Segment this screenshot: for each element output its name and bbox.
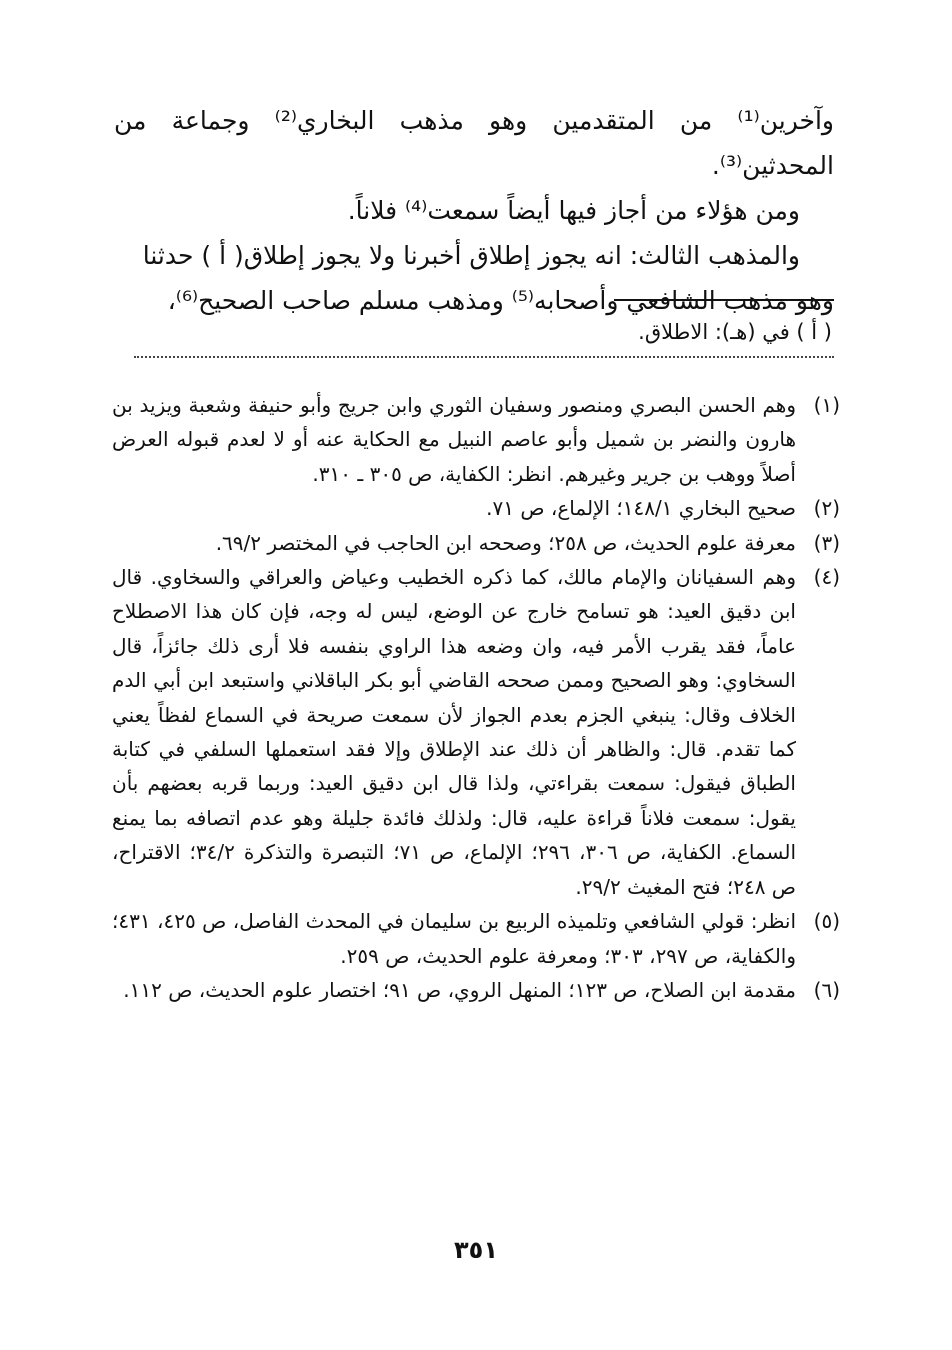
footnote-number: (١) (813, 393, 840, 417)
footnote-number: (٦) (813, 977, 840, 1002)
main-line: ومن هؤلاء من أجاز فيها أيضاً سمعت⁽⁴⁾ فلاناً. (347, 196, 800, 225)
main-line: والمذهب الثالث: انه يجوز إطلاق أخبرنا ولا يجوز إطلاق( أ ) حدثنا (142, 241, 800, 270)
footnote (112, 491, 840, 525)
footnote (112, 388, 840, 491)
footnote-text: صحيح البخاري ١٤٨/١؛ الإلماع، ص ٧١. (486, 496, 796, 521)
footnote-text: معرفة علوم الحديث، ص ٢٥٨؛ وصححه ابن الحاجب في المختصر ٦٩/٢. (215, 530, 796, 555)
main-text (114, 98, 834, 323)
footnote-text: انظر: قولي الشافعي وتلميذه الربيع بن سليمان في المحدث الفاصل، ص ٤٢٥، ٤٣١؛ والكفاية، ص ٢٩٧، ٣٠٣؛ ومعرفة علوم الحديث، ص ٢٥٩. (112, 909, 797, 968)
footnote-number: (٢) (813, 496, 840, 521)
footnote-text: وهم السفيانان والإمام مالك، كما ذكره الخطيب وعياض والعراقي والسخاوي. قال ابن دقيق العيد: هو تسامح خارج عن الوضع، ليس له وجه، فإن كان هذا الاصطلاح عاماً، فقد يقرب الأمر فيه، وان وضعه هذا الراوي بنفسه فلا أرى ذلك جائزاً، قال السخاوي: وهو الصحيح وممن صححه القاضي أبو بكر الباقلاني واستبعد ابن أبي الدم الخلاف وقال: ينبغي الجزم بعدم الجواز لأن سمعت صريحة في السماع لفظاً يعني كما تقدم. قال: والظاهر أن ذلك عند الإطلاق وإلا فقد استعملها السلفي في كتابة الطباق فيقول: سمعت بقراءتي، ولذا قال ابن دقيق العيد: وربما قربه بعضهم بأن يقول: سمعت فلاناً قراءة عليه، قال: ولذلك فائدة جليلة وهو عدم اتصافه بما يمنع السماع. الكفاية، ص ٣٠٦، ٢٩٦؛ الإلماع، ص ٧١؛ التبصرة والتذكرة ٣٤/٢؛ الاقتراح، ص ٢٤٨؛ فتح المغيث ٢٩/٢. (112, 565, 797, 899)
footnote-number: (٤) (813, 565, 840, 590)
footnote-separator (614, 299, 834, 301)
footnote-text: مقدمة ابن الصلاح، ص ١٢٣؛ المنهل الروي، ص ٩١؛ اختصار علوم الحديث، ص ١١٢. (123, 977, 796, 1002)
footnote (112, 526, 840, 560)
footnote-text: وهم الحسن البصري ومنصور وسفيان الثوري وابن جريج وأبو حنيفة وشعبة ويزيد بن هارون والنضر بن شميل وأبو عاصم النبيل مع الحكاية عنه أو لا لعدم قبوله العرض أصلاً ووهب بن جرير وغيرهم. انظر: الكفاية، ص ٣٠٥ ـ ٣١٠. (112, 393, 796, 486)
footnote-number: (٥) (813, 909, 840, 934)
variant-note: ( أ ) في (هـ): الاطلاق. (638, 320, 832, 344)
dotted-divider (134, 356, 834, 358)
footnote (112, 904, 840, 973)
footnotes (112, 388, 840, 1007)
main-line: وهو مذهب الشافعي وأصحابه⁽⁵⁾ ومذهب مسلم صاحب الصحيح⁽⁶⁾، (167, 286, 834, 315)
page-number: ٣٥١ (454, 1236, 498, 1264)
main-line: وآخرين⁽¹⁾ من المتقدمين وهو مذهب البخاري⁽²⁾ وجماعة من المحدثين⁽³⁾. (114, 106, 835, 180)
footnote (112, 560, 840, 904)
footnote-number: (٣) (813, 530, 840, 555)
footnote (112, 973, 840, 1007)
